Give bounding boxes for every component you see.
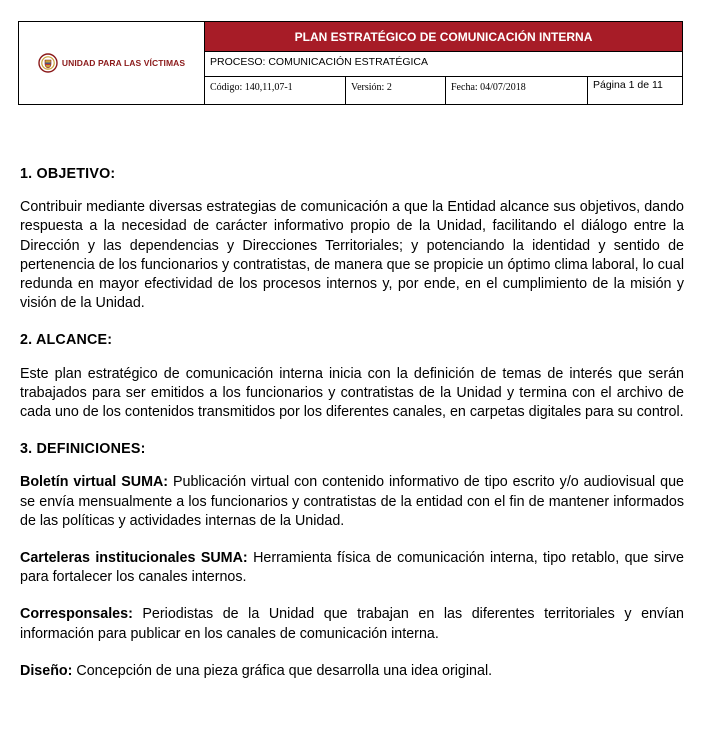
section-text-alcance: Este plan estratégico de comunicación interna inicia con la definición de temas de interés que serán trabajados para ser emitidos a los funcionarios y contratistas de la Unidad y termina con el archivo de cada uno de los contenidos transmitidos por los diferentes canales, en carpetas digitales para su control. (20, 365, 684, 421)
section-text-objetivo: Contribuir mediante diversas estrategias de comunicación a que la Entidad alcance sus objetivos, dando respuesta a la necesidad de carácter informativo propio de la Unidad, facilitando el diálogo entre la Dirección y las dependencias y Direcciones Territoriales; y potenciando la identidad y sentido de pertenencia de los funcionarios y contratistas, de manera que se propicie un óptimo clima laboral, lo cual redunda en mayor efectividad de los procesos internos y, por ende, en el cumplimiento de la misión y visión de la Unidad. (20, 199, 684, 312)
definition-item (20, 473, 684, 531)
document-header (18, 21, 683, 105)
page-number: Página 1 de 11 (593, 79, 663, 91)
document-date: Fecha: 04/07/2018 (446, 77, 588, 104)
section-heading-definiciones: 3. DEFINICIONES: (20, 441, 146, 458)
document-title: PLAN ESTRATÉGICO DE COMUNICACIÓN INTERNA (205, 22, 682, 52)
section-heading-objetivo: 1. OBJETIVO: (20, 166, 116, 182)
document-body (20, 165, 684, 699)
definition-term: Corresponsales: (20, 606, 133, 623)
logo-cell (19, 22, 205, 104)
document-code: Código: 140,11,07-1 (205, 77, 346, 104)
definition-text: Herramienta física de comunicación interna, tipo retablo, que sirve para fortalecer los canales internos. (20, 550, 685, 586)
metadata-row (205, 77, 682, 104)
section-heading-alcance: 2. ALCANCE: (20, 332, 113, 349)
definition-term: Boletín virtual SUMA: (20, 474, 169, 491)
definition-term: Carteleras institucionales SUMA: (20, 550, 248, 567)
definition-item (20, 605, 684, 643)
definition-item (20, 549, 684, 587)
definition-text: Concepción de una pieza gráfica que desarrolla una idea original. (72, 662, 493, 679)
logo-text: UNIDAD PARA LAS VÍCTIMAS (61, 58, 186, 68)
definition-term: Diseño: (20, 662, 73, 679)
document-version: Versión: 2 (346, 77, 446, 104)
coat-of-arms-icon (38, 53, 58, 73)
header-info (205, 22, 682, 104)
definition-item (20, 662, 684, 681)
process-label: PROCESO: COMUNICACIÓN ESTRATÉGICA (205, 52, 682, 77)
definition-text: Periodistas de la Unidad que trabajan en las diferentes territoriales y envían información para publicar en los canales de comunicación interna. (20, 606, 684, 642)
definition-text: Publicación virtual con contenido informativo de tipo escrito y/o audiovisual que se envía mensualmente a los funcionarios y contratistas de la entidad con el fin de mantener informados de las políticas y actividades internas de la Unidad. (20, 474, 684, 529)
